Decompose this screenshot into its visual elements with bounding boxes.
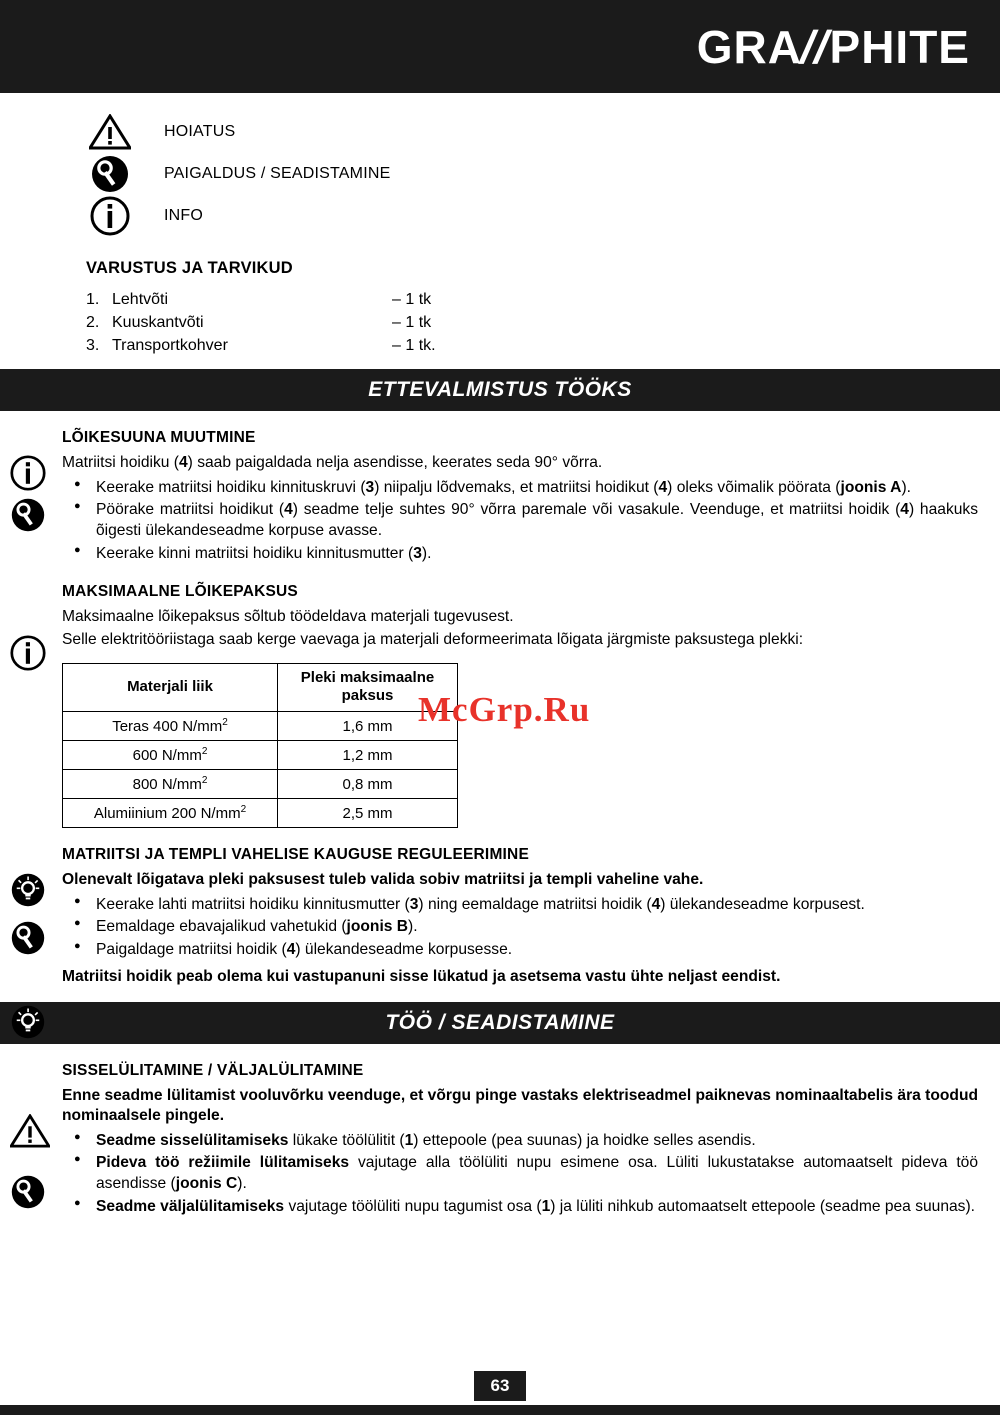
list-item: ● Eemaldage ebavajalikud vahetukid (joonis B). [62,917,978,938]
switching-bullets [62,1131,978,1218]
item-number: 2. [86,313,100,331]
legend-label-info: INFO [164,207,204,224]
legend-label-installation: PAIGALDUS / SEADISTAMINE [164,165,391,182]
list-item [86,311,976,334]
brand-logo [697,20,970,74]
gap-adjust-title: MATRIITSI JA TEMPLI VAHELISE KAUGUSE REGULEERIMINE [62,846,529,864]
table-row [63,799,458,828]
page-number: 63 [474,1371,527,1401]
gap-adjust-tip-2: Matriitsi hoidik peab olema kui vastupanuni sisse lükatud ja asetsema vastu ühte neljast eendist. [62,967,781,985]
max-thickness-section [0,583,1000,829]
wrench-circle-icon [10,920,46,961]
list-item: ● Keerake kinni matriitsi hoidiku kinnitusmutter (3). [62,544,978,565]
item-name: Transportkohver [112,336,228,354]
bullet-rest: lükake töölülitit (1) ettepoole (pea suunas) ja hoidke selles asendis. [288,1131,756,1149]
bottom-bar [0,1405,1000,1415]
switching-section [0,1062,1000,1218]
bullet-lead: Seadme sisselülitamiseks [96,1131,289,1149]
watermark: McGrp.Ru [418,690,591,729]
bullet-rest: vajutage alla töölüliti nupu esimene osa. Lüliti lukustatakse automaatselt pideva töö asendisse (joonis C). [96,1154,978,1193]
list-item: ● Pöörake matriitsi hoidikut (4) seadme telje suhtes 90° võrra paremale või vasakule. Veenduge, et matriitsi hoidik (4) haakuks õigesti ülekandeseadme korpuse avasse. [62,500,978,541]
cell-material [63,770,278,799]
equipment-list [86,288,976,357]
max-thickness-p2: Selle elektritööriistaga saab kerge vaevaga ja materjali deformeerimata lõigata järgmiste paksustega plekki: [62,631,804,649]
page-content [0,111,1000,357]
cell-material [63,712,278,741]
table-row [63,712,458,741]
item-qty: – 1 tk [392,290,432,308]
section-band-preparation: ETTEVALMISTUS TÖÖKS [0,369,1000,411]
info-circle-icon [84,196,136,236]
switching-title: SISSELÜLITAMINE / VÄLJALÜLITAMINE [62,1061,364,1079]
brand-text-part2: PHITE [829,20,970,73]
legend-row-warning [84,111,976,153]
page-footer [0,1371,1000,1401]
list-item [86,334,976,357]
material-sup: 2 [240,804,247,816]
lightbulb-circle-icon [10,872,46,913]
list-item: ● Keerake lahti matriitsi hoidiku kinnitusmutter (3) ning eemaldage matriitsi hoidik (4) ülekandeseadme korpusest. [62,895,978,916]
max-thickness-title: MAKSIMAALNE LÕIKEPAKSUS [62,582,298,600]
cell-material [63,799,278,828]
column-header-thickness: Pleki maksimaalne paksus [278,663,458,712]
wrench-circle-icon [10,1174,46,1215]
switching-warning: Enne seadme lülitamist vooluvõrku veenduge, et võrgu pinge vastaks elektriseadmel paiknevas nominaaltabelis ära toodud nominaalsele pingele. [62,1086,978,1125]
cell-thickness: 1,6 mm [278,712,458,741]
bullet-rest: vajutage töölüliti nupu tagumist osa (1) ja lüliti nihkub automaatselt ettepoole (seadme pea suunas). [284,1197,975,1215]
item-name: Kuuskantvõti [112,313,204,331]
list-item [62,1131,978,1152]
bullet-lead: Seadme väljalülitamiseks [96,1197,285,1215]
lightbulb-circle-icon [10,1004,46,1045]
item-number: 1. [86,290,100,308]
intro-ref: 4 [178,454,188,471]
thickness-table [62,663,458,829]
item-number: 3. [86,336,100,354]
gap-adjust-section [0,846,1000,987]
max-thickness-p1: Maksimaalne lõikepaksus sõltub töödeldava materjali tugevusest. [62,607,514,625]
intro-text-a: Matriitsi hoidiku ( [62,454,179,471]
equipment-section-title: VARUSTUS JA TARVIKUD [86,259,293,277]
cell-thickness: 2,5 mm [278,799,458,828]
table-row [63,770,458,799]
section-band-operation: TÖÖ / SEADISTAMINE [0,1002,1000,1044]
cell-thickness: 1,2 mm [278,741,458,770]
material-sup: 2 [201,775,208,787]
item-qty: – 1 tk [392,313,432,331]
bullet-lead: Pideva töö režiimile lülitamiseks [96,1154,350,1172]
list-item: ● Paigaldage matriitsi hoidik (4) ülekandeseadme korpusesse. [62,940,978,961]
symbol-legend [84,111,976,237]
cell-material [63,741,278,770]
material-text: 800 N/mm [132,776,202,794]
intro-text-c: ) saab paigaldada nelja asendisse, keerates seda 90° võrra. [187,454,603,471]
material-text: Teras 400 N/mm [112,718,223,736]
cell-thickness: 0,8 mm [278,770,458,799]
list-item [86,288,976,311]
material-sup: 2 [222,717,228,729]
material-text: Alumiinium 200 N/mm [93,805,241,823]
gap-adjust-bullets [62,895,978,961]
item-name: Lehtvõti [112,290,169,308]
material-text: 600 N/mm [132,747,202,765]
legend-row-installation [84,153,976,195]
gap-adjust-tip-1: Olenevalt lõigatava pleki paksusest tuleb valida sobiv matriitsi ja templi vaheline vahe. [62,871,704,889]
table-header-row [63,663,458,712]
cut-direction-title: LÕIKESUUNA MUUTMINE [62,429,256,446]
page-header [0,0,1000,93]
cut-direction-intro [62,453,978,474]
list-item [62,1197,978,1218]
brand-text-part1: GRA [696,20,802,73]
list-item: ● Keerake matriitsi hoidiku kinnituskruvi (3) niipalju lõdvemaks, et matriitsi hoidikut (4) oleks võimalik pöörata (joonis A). [62,478,978,499]
cut-direction-section [0,429,1000,565]
brand-slash-glyph: // [795,20,837,73]
warning-triangle-icon [84,114,136,150]
item-qty: – 1 tk. [392,336,436,354]
wrench-circle-icon [10,497,46,538]
wrench-circle-icon [84,154,136,194]
warning-triangle-icon [10,1114,50,1153]
info-circle-icon [10,455,46,496]
info-circle-icon [10,635,46,676]
column-header-material: Materjali liik [63,663,278,712]
table-row [63,741,458,770]
cut-direction-bullets [62,478,978,565]
legend-label-warning: HOIATUS [164,123,236,140]
material-sup: 2 [201,746,208,758]
legend-row-info [84,195,976,237]
list-item [62,1153,978,1194]
